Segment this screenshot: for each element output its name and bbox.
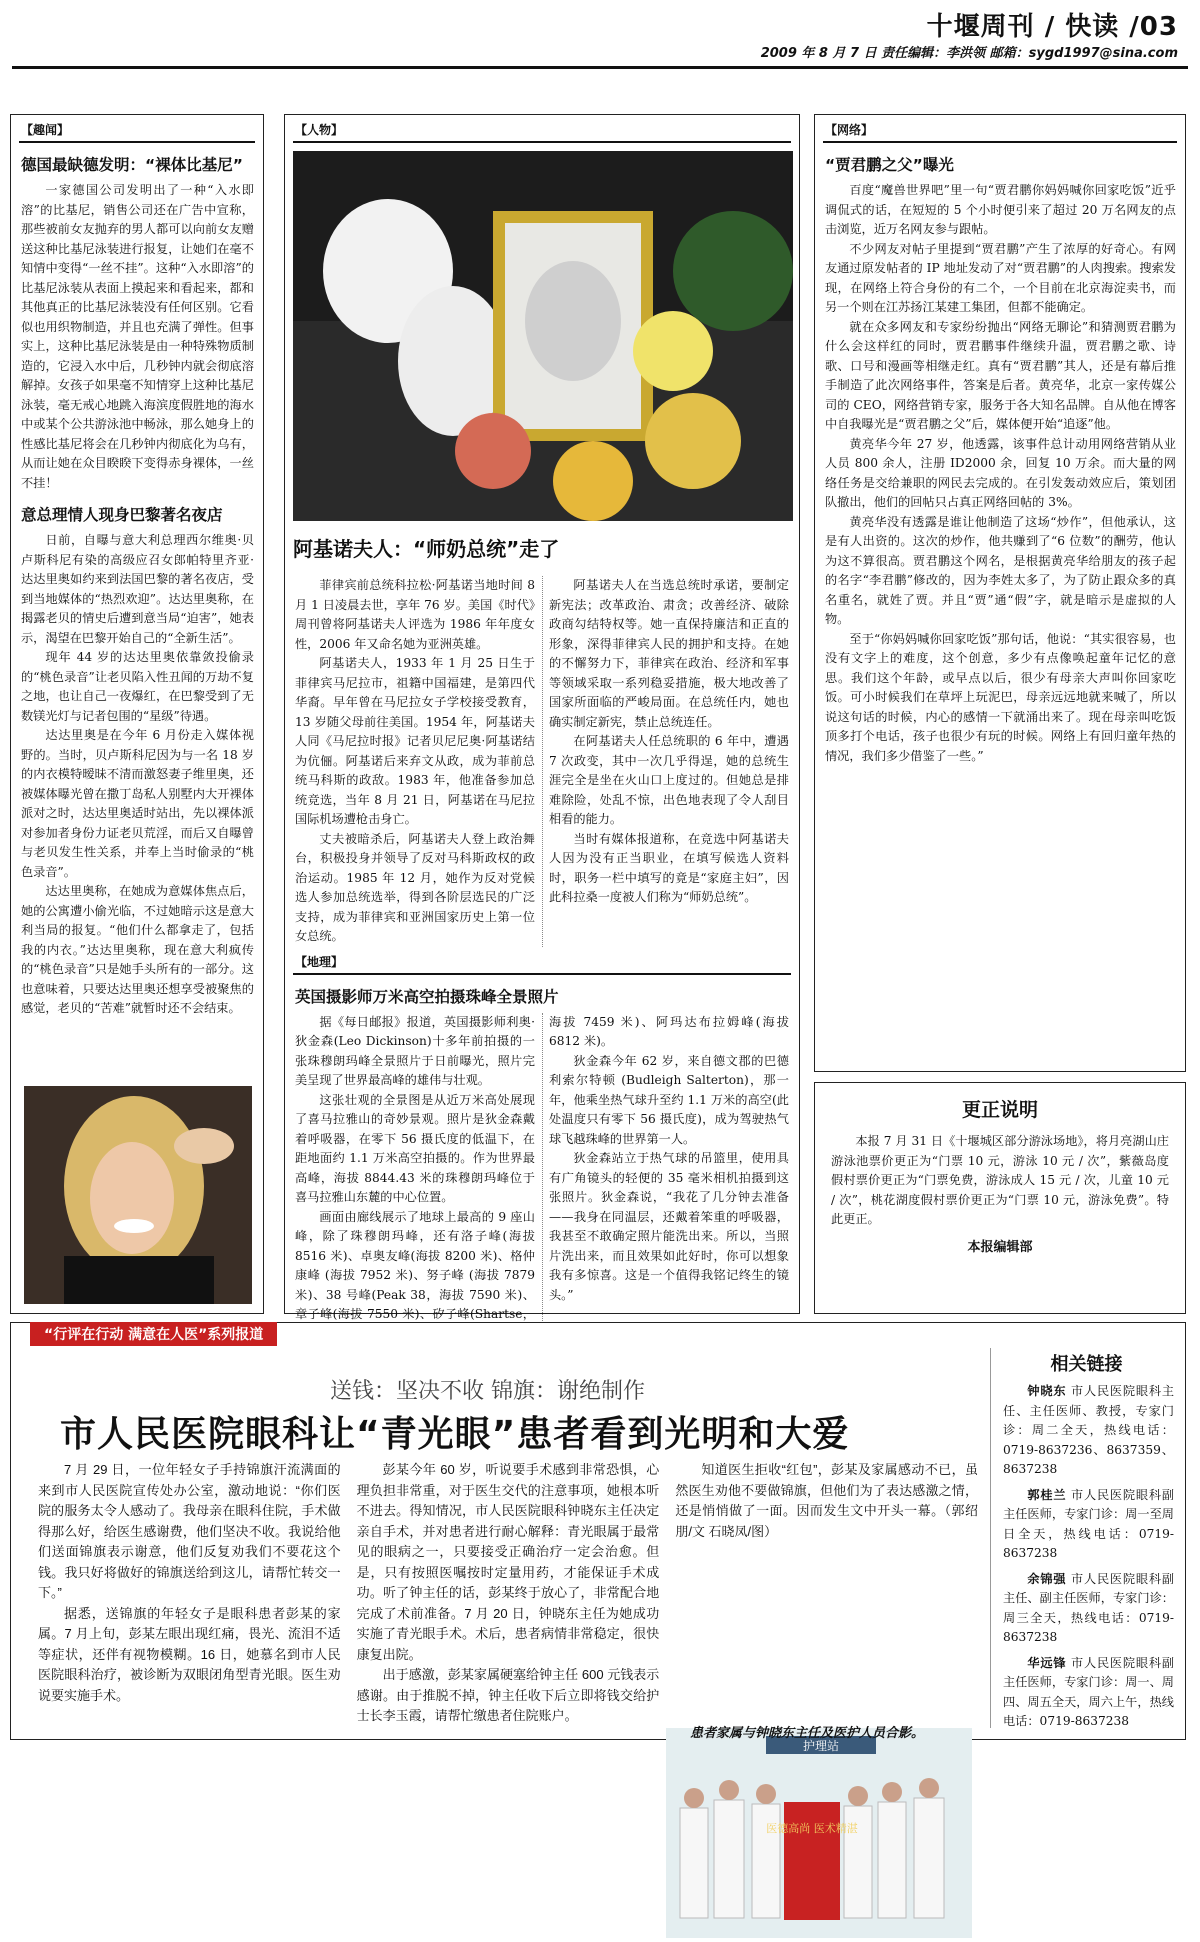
related-title: 相关链接 [1050,1354,1123,1375]
section-rule [19,141,255,143]
memorial-photo [293,151,791,521]
doctor-desc: 市人民医院眼科副主任医师，专家门诊：周一至周日全天，热线电话：0719-8637238 [1003,1487,1175,1560]
article-paragraph: 阿基诺夫人在当选总统时承诺，要制定新宪法；改革政治、肃贪；改善经济、破除政商勾结特权等。她一直保持廉洁和正直的形象，深得菲律宾人民的拥护和支持。在她的不懈努力下，菲律宾在政治、经济和军事等领域采取一系列稳妥措施，极大地改善了国家所面临的严峻局面。在总统任内，她也确实制定新宪，禁止总统连任。 [549,578,789,729]
article-title-everest: 英国摄影师万米高空拍摄珠峰全景照片 [295,987,559,1006]
article-paragraph: 出于感激，彭某家属硬塞给钟主任 600 元钱表示感谢。由于推脱不掉，钟主任收下后立即将钱交给护士长李玉霞，请帮忙缴患者住院账户。 [356,1667,660,1723]
article-paragraph: 达达里奥是在今年 6 月份走入媒体视野的。当时，贝卢斯科尼因为与一名 18 岁的内衣模特暧昧不清而激怒妻子维里奥，还被媒体曝光曾在撒丁岛私人别墅内大开裸体派对之时，达达里奥适时站出，先以裸体派对参加者身份力证老贝荒淫，而后又自曝曾与老贝发生性关系，并奉上当时偷录的“桃色录音”。 [21,728,254,879]
article-body-everest [295,1013,789,1325]
group-photo [666,1728,972,1938]
section-tag-geo: 【地理】 [295,954,344,969]
article-paragraph: 据悉，送锦旗的年轻女子是眼科患者彭某的家属。7 月上旬，彭某左眼出现红痛，畏光、流泪不适等症状，还伴有视物模糊。16 日，她慕名到市人民医院眼科治疗，被诊断为双眼闭角型青光眼。医生劝说要实施手术。 [38,1605,341,1703]
portrait-image [24,1086,252,1304]
related-item [1003,1382,1174,1480]
article-paragraph: 不少网友对帖子里提到“贾君鹏”产生了浓厚的好奇心。有网友通过原发帖者的 IP 地址发动了对“贾君鹏”的人肉搜索。搜索发现，在网络上符合身份的有二个，一个目前在北京海淀卖书，而另一个则在江苏扬江某建工集团，但都不能确定。 [825,241,1176,314]
feature-body [38,1460,978,1730]
portrait-photo [24,1086,252,1304]
section-tag-news: 【趣闻】 [21,123,70,137]
page-header-title: 十堰周刊 / 快读 /03 [926,12,1178,42]
photo-caption: 患者家属与钟晓东主任及医护人员合影。 [690,1726,925,1741]
article-body-aquino [295,576,789,947]
article-paragraph: 彭某今年 60 岁，听说要手术感到非常恐惧，心理负担非常重，对于医生交代的注意事项，她根本听不进去。得知情况，市人民医院眼科钟晓东主任决定亲自手术，并对患者进行耐心解释：青光眼属于最常见的眼病之一，只要接受正确治疗一定会治愈。但是，只有按照医嘱按时定量用药，才能保证手术成功。听了钟主任的话，彭某终于放心了，非常配合地完成了术前准备。7 月 20 日，钟晓东主任为她成功实施了青光眼手术。术后，患者病情非常稳定，很快康复出院。 [356,1462,660,1662]
article-paragraph: 菲律宾前总统科拉松·阿基诺当地时间 8 月 1 日凌晨去世，享年 76 岁。美国《时代》周刊曾将阿基诺夫人评选为 1986 年年度女性，2006 年又命名她为亚洲英雄。 [295,578,535,651]
article-paragraph: 日前，自曝与意大利总理西尔维奥·贝卢斯科尼有染的高级应召女郎帕特里齐亚·达达里奥如约来到法国巴黎的著名夜店，受到当地媒体的“热烈欢迎”。达达里奥称，在揭露老贝的情史后遭到意当局“迫害”，她表示，渴望在巴黎开始自己的“全新生活”。 [21,533,254,645]
doctor-name: 华远锋 [1027,1655,1067,1670]
article-paragraph: 这张壮观的全景图是从近万米高处展现了喜马拉雅山的奇妙景观。照片是狄金森戴着呼吸器，在零下 56 摄氏度的低温下，在距地面约 1.1 万米高空拍摄的。作为世界最高峰，海拔 8844.43 米的珠穆朗玛峰位于喜马拉雅山东麓的中心位置。 [295,1092,535,1204]
related-links [990,1348,1182,1728]
right-column [814,114,1186,1072]
group-image [666,1728,972,1938]
article-paragraph: 知道医生拒收“红包”，彭某及家属感动不已，虽然医生劝他不要做锦旗，但他们为了表达感激之情，还是悄悄做了一面。因而发生文中开头一幕。（郭绍朋/文 石晓凤/图） [675,1462,978,1539]
doctor-desc: 市人民医院眼科副主任、副主任医师，专家门诊：周三全天，热线电话：0719-8637238 [1003,1571,1175,1644]
memorial-image [293,151,793,521]
feature-headline: 市人民医院眼科让“青光眼”患者看到光明和大爱 [60,1414,850,1455]
article-title-aquino: 阿基诺夫人：“师奶总统”走了 [293,537,560,561]
section-rule [293,141,791,143]
series-banner: “行评在行动 满意在人医”系列报道 [30,1322,277,1346]
article-paragraph: 就在众多网友和专家纷纷抛出“网络无聊论”和猜测贾君鹏为什么会这样红的同时，贾君鹏事件继续升温，贾君鹏之歌、诗歌、口号和漫画等相继走红。真有“贾君鹏”其人，还是有幕后推手制造了此次网络事件，答案是后者。黄亮华，北京一家传媒公司的 CEO，网络营销专家，服务于各大知名品牌。自从他在博客中自我曝光是“贾君鹏之父”后，媒体便开始“追逐”他。 [825,319,1176,431]
section-rule [823,141,1177,143]
section-tag-web: 【网络】 [825,123,874,137]
correction-box [814,1082,1186,1314]
article-paragraph: 百度“魔兽世界吧”里一句“贾君鹏你妈妈喊你回家吃饭”近乎调侃式的话，在短短的 5 个小时便引来了超过 20 万名网友的点击浏览，近万名网友参与跟帖。 [825,183,1176,236]
article-paragraph: 丈夫被暗杀后，阿基诺夫人登上政治舞台，积极投身并领导了反对马科斯政权的政治运动。1985 年 12 月，她作为反对党候选人参加总统选举，得到各阶层选民的广泛支持，成为菲律宾和亚洲国家历史上第一位女总统。 [295,831,535,943]
article-paragraph: 阿基诺夫人，1933 年 1 月 25 日生于菲律宾马尼拉市，祖籍中国福建，是第四代华裔。早年曾在马尼拉女子学校接受教育，13 岁随父母前往美国。1954 年，阿基诺夫人同《马尼拉时报》记者贝尼尼奥·阿基诺结为伉俪。阿基诺后来弃文从政，成为菲前总统马科斯的政敌。1983 年，他准备参加总统竞选，当年 8 月 21 日，阿基诺在马尼拉国际机场遭枪击身亡。 [295,656,535,826]
article-paragraph: 画面由廊线展示了地球上最高的 9 座山峰，除了珠穆朗玛峰，还有洛子峰(海拔 8516 米)、卓奥友峰(海拔 8200 米)、格仲康峰 (海拔 7952 米)、努子峰 (海拔 7879 米)、38 号峰(Peak 38，海拔 7590 米)、章子峰(海拔 7550 米)、矽子峰(Shartse，海拔 7459 米)、阿玛达布拉姆峰(海拔 6812 米)。 [295,1014,789,1321]
article-title-bikini: 德国最缺德发明：“裸体比基尼” [21,156,243,174]
page-header-date: 2009 年 8 月 7 日 责任编辑：李洪领 邮箱：sygd1997@sina.com [760,46,1178,61]
article-paragraph: 黄亮华没有透露是谁让他制造了这场“炒作”，但他承认，这是有人出资的。这次的炒作，他共赚到了“6 位数”的酬劳，他认为这不算很高。贾君鹏这个网名，是根据黄亮华给朋友的孩子起的名字“李君鹏”修改的，因为李姓太多了，为了防止跟众多的真名重名，就姓了贾。并且“贾”通“假”字，就是暗示是虚拟的人物。 [825,514,1176,626]
related-item [1003,1486,1174,1564]
article-paragraph: 当时有媒体报道称，在竞选中阿基诺夫人因为没有正当职业，在填写候选人资料时，职务一栏中填写的竟是“家庭主妇”，因此科拉桑一度被人们称为“师奶总统”。 [549,831,789,904]
nurse-station-sign: 护理站 [802,1739,840,1753]
article-paragraph: 狄金森今年 62 岁，来自德文郡的巴德利索尔特顿 (Budleigh Salterton)，那一年，他乘坐热气球升至约 1.1 万米的高空(此处温度只有零下 56 摄氏度)，成为驾驶热气球飞越珠峰的世界第一人。 [549,1053,789,1146]
feature-subtitle: 送钱：坚决不收 锦旗：谢绝制作 [330,1379,645,1404]
article-paragraph: 一家德国公司发明出了一种“入水即溶”的比基尼，销售公司还在广告中宣称，那些被前女友抛弃的男人都可以向前女友赠送这种比基尼泳装进行报复，让她们在毫不知情中变得“一丝不挂”。这种“入水即溶”的比基尼泳装从表面上摸起来和看起来，都和其他真正的比基尼泳装没有任何区别。它看似也用织物制造，并且也充满了弹性。但事实上，这种比基尼泳装是由一种特殊物质制造的，它浸入水中后，几秒钟内就会彻底溶解掉。女孩子如果毫不知情穿上这种比基尼泳装，毫无戒心地跳入海滨度假胜地的海水中或某个公共游泳池中畅泳，那么她身上的性感比基尼将会在几秒钟内彻底化为乌有，从而让她在众目睽睽下变得赤身裸体，一丝不挂！ [21,183,254,490]
doctor-desc: 市人民医院眼科主任、主任医师、教授，专家门诊：周二全天，热线电话：0719-8637236、8637359、8637238 [1003,1384,1175,1476]
doctor-desc: 市人民医院眼科副主任医师，专家门诊：周一、周四、周五全天，周六上午，热线电话：0719-8637238 [1003,1655,1175,1728]
correction-text: 本报 7 月 31 日《十堰城区部分游泳场地》，将月亮湖山庄游泳池票价更正为“门票 10 元，游泳 10 元 / 次”，紫薇岛度假村票价更正为“门票免费，游泳成人 15 元 / 次，儿童 10 元 / 次”，桃花湖度假村票价更正为“门票 10 元，游泳免费”。特此更正。 [831,1134,1169,1226]
doctor-name: 郭桂兰 [1027,1487,1067,1502]
banner-flag-text: 医德高尚 医术精湛 [766,1822,858,1835]
article-paragraph: 至于“你妈妈喊你回家吃饭”那句话，他说：“其实很容易，也没有文字上的难度，这个创意，多少有点像唤起童年记忆的意思。我们这个年龄，或早点以后，很少有母亲大声叫你回家吃饭。可小时候我们在草坪上玩泥巴，母亲远远地就来喊了，所以说这句话的时候，内心的感情一下就涌出来了。现在母亲叫吃饭顶多打个电话，孩子也很少有玩的时候。网络上有回归童年热的情况，我们多少借鉴了一些。” [825,631,1176,763]
middle-column [284,114,800,1321]
article-paragraph: 在阿基诺夫人任总统职的 6 年中，遭遇 7 次政变，其中一次几乎得逞，她的总统生涯完全是坐在火山口上度过的。但她总是排难除险，处乱不惊，出色地表现了令人刮目相看的能力。 [549,734,789,826]
article-paragraph: 现年 44 岁的达达里奥依靠敛投偷录的“桃色录音”让老贝陷入性丑闻的万劫不复之地，也让自己一夜爆红，在巴黎受到了无数镁光灯与记者包围的“星级”待遇。 [21,650,254,723]
related-item [1003,1654,1174,1732]
doctor-name: 余锦强 [1027,1571,1067,1586]
article-paragraph: 达达里奥称，在她成为意媒体焦点后，她的公寓遭小偷光临，不过她暗示这是意大利当局的报复。“他们什么都拿走了，包括我的内衣。”达达里奥称，现在意大利疯传的“桃色录音”只是她手头所有的一部分。这也意味着，只要达达里奥还想享受被聚焦的感觉，老贝的“苦难”就暂时还不会结束。 [21,884,254,1015]
article-paragraph: 7 月 29 日，一位年轻女子手持锦旗汗流满面的来到市人民医院宣传处办公室，激动地说：“你们医院的服务太令人感动了。我母亲在眼科住院，手术做得那么好，给医生感谢费，他们坚决不收。我说给他们送面锦旗表示谢意，他们反复劝我们不要花这个钱。我只好将做好的锦旗送给到这儿，请帮忙转交一下。” [38,1462,341,1600]
article-paragraph: 狄金森站立于热气球的吊篮里，使用具有广角镜头的轻便的 35 毫米相机拍摄到这张照片。狄金森说，“我花了几分钟去准备——我身在同温层，还戴着笨重的呼吸器，我甚至不敢确定照片能洗出来。所以，当照片洗出来，而且效果如此好时，你可以想象我有多惊喜。这是一个值得我铭记终生的镜头。” [549,1151,789,1302]
article-title-mistress: 意总理情人现身巴黎著名夜店 [21,506,223,524]
article-paragraph: 黄亮华今年 27 岁，他透露，该事件总计动用网络营销从业人员 800 余人，注册 ID2000 余，回复 10 万余。而大量的网络任务是交给兼职的网民去完成的。在引发轰动效应后，策划团队撤出，他们的回帖只占真正网络回帖的 3%。 [825,436,1176,509]
correction-sign: 本报编辑部 [967,1239,1033,1255]
article-paragraph: 据《每日邮报》报道，英国摄影师利奥·狄金森(Leo Dickinson)十多年前拍摄的一张珠穆朗玛峰全景照片于日前曝光，照片完美呈现了世界最高峰的雄伟与壮观。 [295,1014,535,1087]
correction-title: 更正说明 [961,1099,1038,1121]
section-tag-people: 【人物】 [295,123,344,137]
article-title-jia: “贾君鹏之父”曝光 [825,156,954,174]
section-rule [293,973,791,975]
doctor-name: 钟晓东 [1027,1384,1067,1398]
header-rule [12,66,1188,69]
related-item [1003,1570,1174,1648]
